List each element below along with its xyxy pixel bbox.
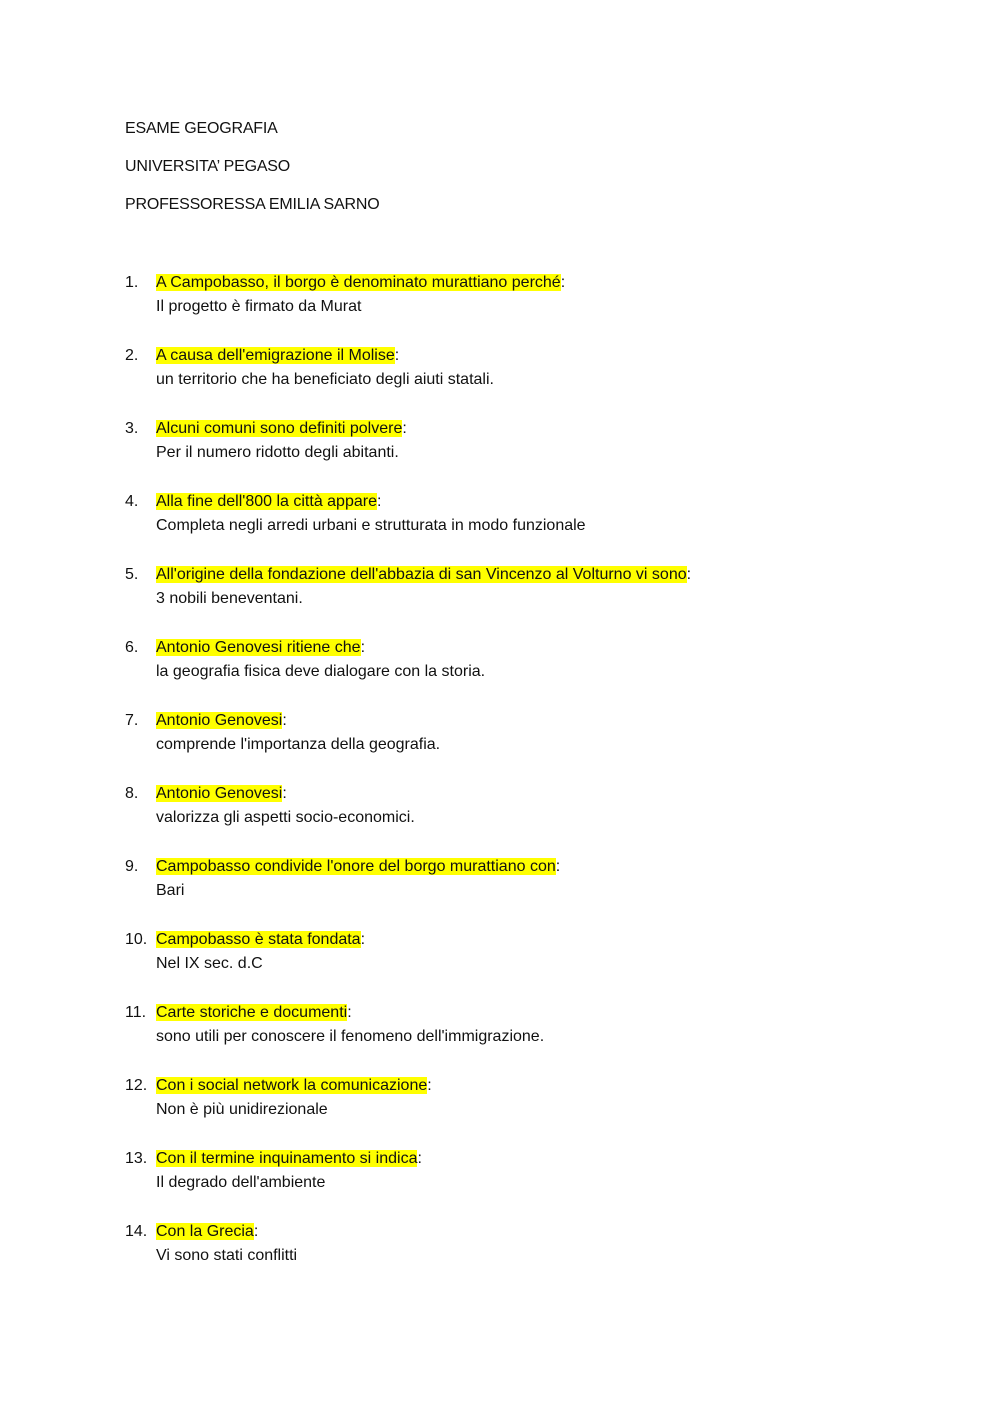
answer-text: un territorio che ha beneficiato degli aiuti statali. xyxy=(156,371,494,388)
answer-text: Vi sono stati conflitti xyxy=(156,1247,298,1264)
question-colon: : xyxy=(560,274,566,291)
list-item xyxy=(125,1074,945,1147)
item-content xyxy=(156,417,946,465)
item-number: 14. xyxy=(125,1223,148,1240)
answer-text: 3 nobili beneventani. xyxy=(156,590,303,607)
item-content xyxy=(156,1147,946,1195)
item-number: 12. xyxy=(125,1077,148,1094)
question-colon: : xyxy=(360,931,366,948)
answer-text: Bari xyxy=(156,882,185,899)
list-item xyxy=(125,928,945,1001)
list-item xyxy=(125,855,945,928)
item-number: 3. xyxy=(125,420,139,437)
list-item xyxy=(125,490,945,563)
question-line xyxy=(156,855,946,879)
item-content xyxy=(156,709,946,757)
question-line xyxy=(156,782,946,806)
professor-name: PROFESSORESSA EMILIA SARNO xyxy=(125,196,380,213)
list-item xyxy=(125,1001,945,1074)
item-number: 9. xyxy=(125,858,139,875)
item-number: 5. xyxy=(125,566,139,583)
document-header xyxy=(125,119,379,233)
answer-text: la geografia fisica deve dialogare con la storia. xyxy=(156,663,486,680)
university-name: UNIVERSITA’ PEGASO xyxy=(125,158,291,175)
answer-text: Il progetto è firmato da Murat xyxy=(156,298,362,315)
item-content xyxy=(156,928,946,976)
question-line xyxy=(156,1001,946,1025)
list-item xyxy=(125,1220,945,1293)
answer-text: Il degrado dell'ambiente xyxy=(156,1174,326,1191)
list-item xyxy=(125,1147,945,1220)
answer-text: valorizza gli aspetti socio-economici. xyxy=(156,809,415,826)
question-text: Antonio Genovesi ritiene che xyxy=(156,639,361,656)
question-line xyxy=(156,490,946,514)
item-number: 8. xyxy=(125,785,139,802)
list-item xyxy=(125,271,945,344)
question-colon: : xyxy=(555,858,561,875)
item-number: 1. xyxy=(125,274,139,291)
question-text: A Campobasso, il borgo è denominato murattiano perché xyxy=(156,274,561,291)
question-colon: : xyxy=(376,493,382,510)
question-colon: : xyxy=(282,785,287,802)
question-line xyxy=(156,1220,946,1244)
question-text: Campobasso condivide l'onore del borgo murattiano con xyxy=(156,858,556,875)
answer-text: Per il numero ridotto degli abitanti. xyxy=(156,444,399,461)
item-number: 11. xyxy=(125,1004,147,1021)
question-colon: : xyxy=(253,1223,259,1240)
answer-text: comprende l'importanza della geografia. xyxy=(156,736,441,753)
item-content xyxy=(156,782,946,830)
question-text: Con il termine inquinamento si indica xyxy=(156,1150,418,1167)
question-text: Antonio Genovesi xyxy=(156,785,283,802)
question-text: Carte storiche e documenti xyxy=(156,1004,348,1021)
question-text: Alla fine dell'800 la città appare xyxy=(156,493,377,510)
answer-text: Non è più unidirezionale xyxy=(156,1101,328,1118)
question-line xyxy=(156,709,946,733)
answer-text: sono utili per conoscere il fenomeno dell'immigrazione. xyxy=(156,1028,545,1045)
question-colon: : xyxy=(282,712,287,729)
question-text: Con la Grecia xyxy=(156,1223,254,1240)
question-text: Con i social network la comunicazione xyxy=(156,1077,428,1094)
item-content xyxy=(156,563,946,611)
question-line xyxy=(156,344,946,368)
question-text: Antonio Genovesi xyxy=(156,712,283,729)
question-colon: : xyxy=(360,639,366,656)
question-colon: : xyxy=(347,1004,352,1021)
list-item xyxy=(125,709,945,782)
question-colon: : xyxy=(686,566,692,583)
list-item xyxy=(125,344,945,417)
question-line xyxy=(156,928,946,952)
question-colon: : xyxy=(417,1150,422,1167)
item-content xyxy=(156,271,946,319)
list-item xyxy=(125,417,945,490)
item-content xyxy=(156,490,946,538)
item-number: 13. xyxy=(125,1150,148,1167)
question-list xyxy=(125,271,945,1293)
question-text: A causa dell'emigrazione il Molise xyxy=(156,347,395,364)
question-colon: : xyxy=(427,1077,432,1094)
item-content xyxy=(156,855,946,903)
answer-text: Completa negli arredi urbani e strutturata in modo funzionale xyxy=(156,517,586,534)
question-line xyxy=(156,417,946,441)
item-content xyxy=(156,1074,946,1122)
question-line xyxy=(156,636,946,660)
question-line xyxy=(156,1074,946,1098)
item-number: 10. xyxy=(125,931,148,948)
item-content xyxy=(156,1001,946,1049)
question-colon: : xyxy=(394,347,400,364)
question-text: Campobasso è stata fondata xyxy=(156,931,361,948)
item-number: 4. xyxy=(125,493,139,510)
answer-text: Nel IX sec. d.C xyxy=(156,955,263,972)
item-number: 6. xyxy=(125,639,139,656)
question-text: All'origine della fondazione dell'abbazia di san Vincenzo al Volturno vi sono xyxy=(156,566,687,583)
item-content xyxy=(156,1220,946,1268)
exam-title: ESAME GEOGRAFIA xyxy=(125,120,278,137)
list-item xyxy=(125,563,945,636)
question-line xyxy=(156,1147,946,1171)
question-text: Alcuni comuni sono definiti polvere xyxy=(156,420,403,437)
question-colon: : xyxy=(402,420,407,437)
item-number: 7. xyxy=(125,712,139,729)
list-item xyxy=(125,636,945,709)
item-content xyxy=(156,344,946,392)
item-content xyxy=(156,636,946,684)
question-line xyxy=(156,563,946,587)
list-item xyxy=(125,782,945,855)
item-number: 2. xyxy=(125,347,139,364)
question-line xyxy=(156,271,946,295)
